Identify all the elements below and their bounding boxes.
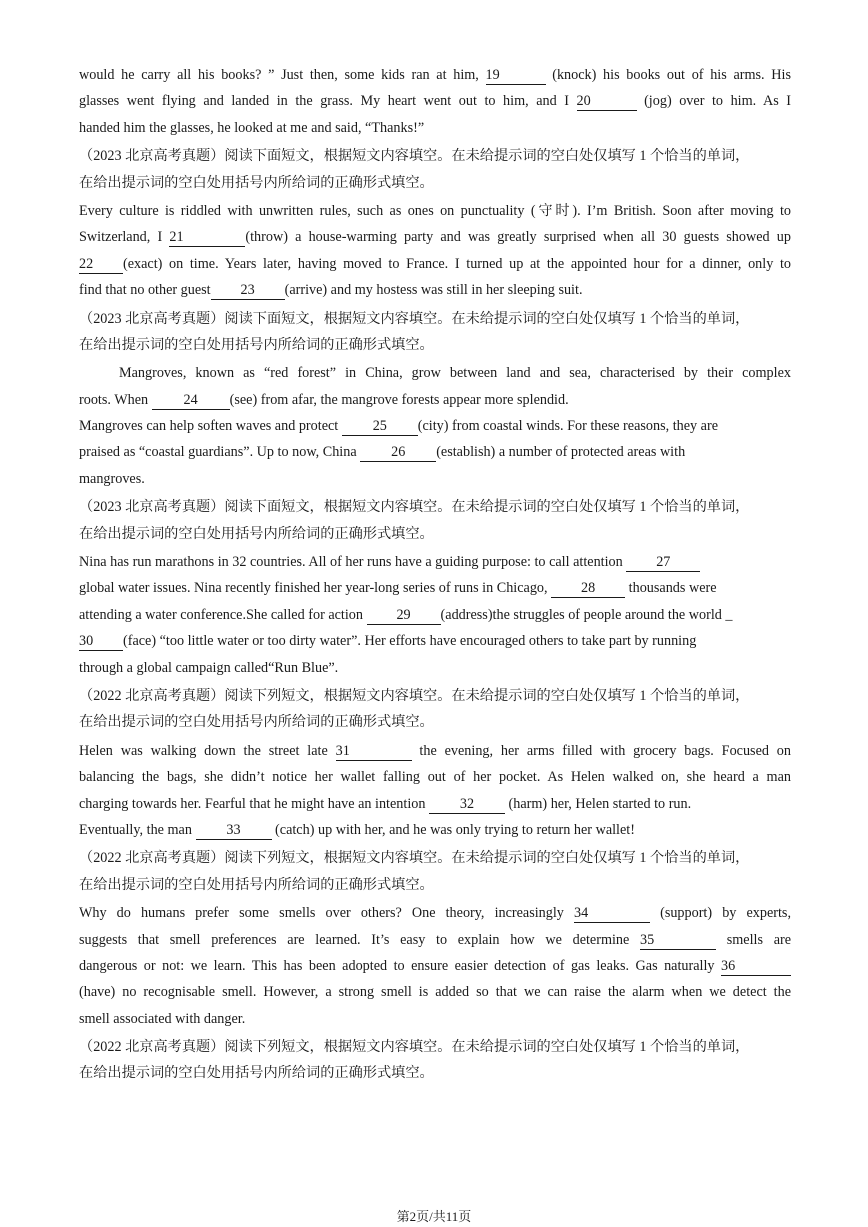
text-line: mangroves. [79, 470, 145, 487]
blank-19[interactable]: 19 [486, 67, 546, 85]
text-line: Switzerland, I 21 (throw) a house-warming party and was greatly surprised when all 30 guests showed up [79, 229, 791, 246]
text-line: (have) no recognisable smell. However, a strong smell is added so that we can raise the alarm when we detect the [79, 984, 791, 1001]
passage-34-36 [79, 900, 791, 1032]
text-line: through a global campaign called“Run Blue”. [79, 659, 339, 676]
instruction-2022-1: （2022 北京高考真题）阅读下列短文，根据短文内容填空。在未给提示词的空白处仅填写 1 个恰当的单词， 在给出提示词的空白处用括号内所给词的正确形式填空。 [79, 687, 750, 731]
blank-23[interactable]: 23 [211, 282, 285, 300]
passage-24-26 [79, 360, 791, 492]
passage-27-30 [79, 549, 791, 681]
instruction-2023-2: （2023 北京高考真题）阅读下面短文，根据短文内容填空。在未给提示词的空白处仅填写 1 个恰当的单词， 在给出提示词的空白处用括号内所给词的正确形式填空。 [79, 310, 750, 353]
text-line: global water issues. Nina recently finished her year-long series of runs in Chicago, 28 thousands were [79, 580, 717, 597]
text-line: would he carry all his books? ” Just then, some kids ran at him, 19 (knock) his books out of his arms. His [79, 67, 791, 83]
text-line: balancing the bags, she didn’t notice her wallet falling out of her pocket. As Helen walked on, she heard a man [79, 769, 791, 786]
blank-25[interactable]: 25 [342, 418, 418, 436]
text-line: 22 (exact) on time. Years later, having moved to France. I turned up at the appointed hour for a dinner, only to [79, 255, 791, 272]
blank-20[interactable]: 20 [577, 93, 637, 111]
page-number: 第2页/共11页 [396, 1209, 472, 1224]
text-line: 30 (face) “too little water or too dirty water”. Her efforts have encouraged others to take part by running [79, 633, 697, 650]
instruction-2022-3: （2022 北京高考真题）阅读下列短文，根据短文内容填空。在未给提示词的空白处仅填写 1 个恰当的单词， 在给出提示词的空白处用括号内所给词的正确形式填空。 [79, 1039, 750, 1082]
text-line: Mangroves, known as “red forest” in China, grow between land and sea, characterised by their complex [119, 365, 791, 382]
text-line: attending a water conference.She called for action 29 (address)the struggles of people around the world _ [79, 606, 733, 623]
blank-28[interactable]: 28 [551, 580, 625, 598]
blank-21[interactable]: 21 [169, 229, 245, 247]
blank-33[interactable]: 33 [196, 822, 272, 840]
text-line: Helen was walking down the street late 31 the evening, her arms filled with grocery bags. Focused on [79, 742, 791, 759]
instruction-2022-2: （2022 北京高考真题）阅读下列短文，根据短文内容填空。在未给提示词的空白处仅填写 1 个恰当的单词， 在给出提示词的空白处用括号内所给词的正确形式填空。 [79, 850, 750, 893]
text-line: roots. When 24 (see) from afar, the mangrove forests appear more splendid. [79, 391, 569, 408]
text-line: suggests that smell preferences are learned. It’s easy to explain how we determine 35 smells are [79, 931, 792, 948]
blank-36[interactable]: 36 [721, 958, 791, 976]
passage-21-23 [79, 198, 791, 304]
text-line: Mangroves can help soften waves and protect 25 (city) from coastal winds. For these reasons, they are [79, 418, 718, 435]
page-content [79, 62, 791, 1087]
text-line: Nina has run marathons in 32 countries. All of her runs have a guiding purpose: to call attention 27 [79, 549, 791, 575]
text-line: praised as “coastal guardians”. Up to now, China 26 (establish) a number of protected areas with [79, 444, 686, 461]
instruction-2023-3: （2023 北京高考真题）阅读下面短文，根据短文内容填空。在未给提示词的空白处仅填写 1 个恰当的单词， 在给出提示词的空白处用括号内所给词的正确形式填空。 [79, 499, 750, 542]
passage-31-33 [79, 738, 791, 844]
text-line: handed him the glasses, he looked at me and said, “Thanks!” [79, 119, 425, 136]
blank-27[interactable]: 27 [626, 554, 700, 572]
blank-30[interactable]: 30 [79, 633, 123, 651]
text-line: glasses went flying and landed in the grass. My heart went out to him, and I 20 (jog) over to him. As I [79, 93, 791, 110]
blank-24[interactable]: 24 [152, 392, 230, 410]
text-line: charging towards her. Fearful that he might have an intention 32 (harm) her, Helen started to run. [79, 795, 692, 812]
text-line: smell associated with danger. [79, 1010, 246, 1027]
text-line: Why do humans prefer some smells over others? One theory, increasingly 34 (support) by experts, [79, 905, 791, 922]
instruction-2023-1: （2023 北京高考真题）阅读下面短文，根据短文内容填空。在未给提示词的空白处仅填写 1 个恰当的单词， 在给出提示词的空白处用括号内所给词的正确形式填空。 [79, 148, 750, 191]
text-line: Every culture is riddled with unwritten rules, such as ones on punctuality (守时). I’m British. Soon after moving to [79, 202, 791, 219]
text-line: dangerous or not: we learn. This has been adopted to ensure easier detection of gas leaks. Gas naturally 36 [79, 953, 791, 979]
blank-26[interactable]: 26 [360, 444, 436, 462]
blank-35[interactable]: 35 [640, 932, 716, 950]
text-line: find that no other guest 23 (arrive) and my hostess was still in her sleeping suit. [79, 282, 583, 299]
blank-31[interactable]: 31 [336, 743, 412, 761]
blank-22[interactable]: 22 [79, 256, 123, 274]
blank-34[interactable]: 34 [574, 905, 650, 923]
text-line: Eventually, the man 33 (catch) up with her, and he was only trying to return her wallet! [79, 821, 635, 838]
passage-19-20 [79, 62, 791, 141]
blank-32[interactable]: 32 [429, 796, 505, 814]
blank-29[interactable]: 29 [367, 607, 441, 625]
